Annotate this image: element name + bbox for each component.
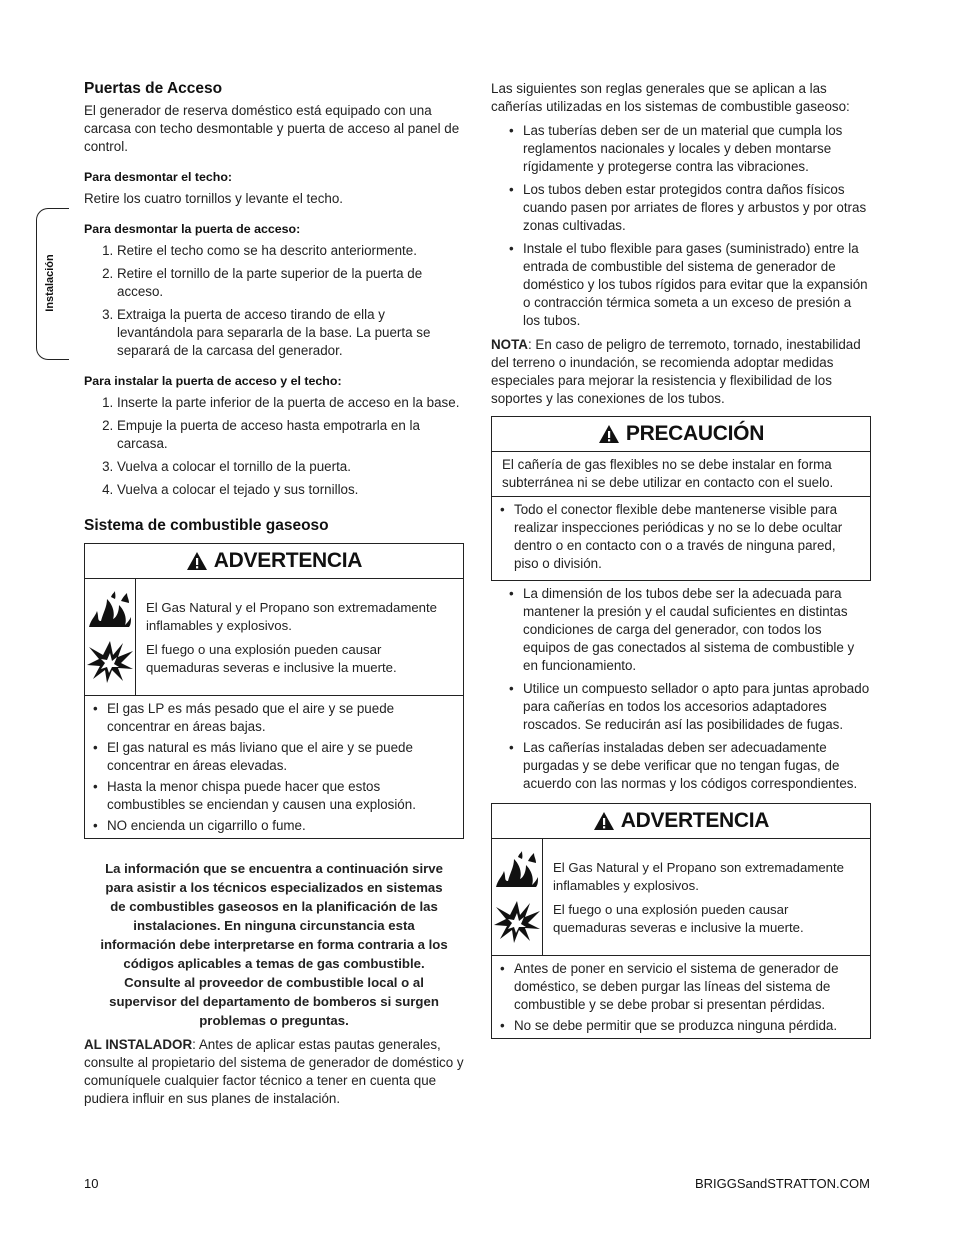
rules-list (491, 122, 871, 330)
explosion-icon (85, 639, 135, 683)
list-item: • La dimensión de los tubos debe ser la adecuada para mantener la presión y el caudal suficientes en distintas condiciones de carga del generador, con todos los equipos de gas conectados al sistema de combustible y en funcionamiento. (509, 585, 871, 675)
list-item: 2. Retire el tornillo de la parte superior de la puerta de acceso. (117, 265, 464, 301)
remove-roof-title: Para desmontar el techo: (84, 170, 233, 184)
warning-header (85, 544, 463, 579)
hazard-icons-2 (492, 839, 543, 955)
warning-list-2 (492, 956, 870, 1035)
install-door-title: Para instalar la puerta de acceso y el techo: (84, 374, 342, 388)
fuel-system-title: Sistema de combustible gaseoso (84, 517, 329, 534)
caution-list (492, 497, 870, 580)
list-item: • Todo el conector flexible debe mantenerse visible para realizar inspecciones periódicas y no se lo debe ocultar dentro o en contacto con o a través de ninguna pared, piso o división. (500, 501, 862, 573)
note-text: : En caso de peligro de terremoto, tornado, inestabilidad del terreno o inundación, se recomienda adoptar medidas especiales para mejorar la resistencia y flexibilidad de los soportes y las conexiones de los tubos. (491, 337, 861, 406)
hazard-statement-1: El Gas Natural y el Propano son extremadamente inflamables y explosivos. (553, 860, 845, 893)
warning-heading-2: ADVERTENCIA (620, 809, 770, 832)
list-item: 1. Retire el techo como se ha descrito anteriormente. (117, 242, 464, 260)
side-tab-label: Instalación (44, 254, 56, 312)
installer-text: : Antes de aplicar estas pautas generales, consulte al propietario del sistema de generador de doméstico y comuníquele cualquier factor técnico a tener en cuenta que pudiera influir en sus planes de instalación. (84, 1037, 464, 1106)
list-item: 1. Inserte la parte inferior de la puerta de acceso en la base. (117, 394, 464, 412)
list-item: 3. Vuelva a colocar el tornillo de la puerta. (117, 458, 464, 476)
list-item: • Antes de poner en servicio el sistema de generador de doméstico, se deben purgar las líneas del sistema de combustible y se debe probar si presentan pérdidas. (500, 960, 862, 1014)
list-item: • Hasta la menor chispa puede hacer que estos combustibles se enciendan y causen una explosión. (93, 778, 455, 814)
installer-label: AL INSTALADOR (84, 1037, 193, 1052)
technician-note: La información que se encuentra a continuación sirve para asistir a los técnicos especializados en sistemas de combustibles gaseosos en la planificación de las instalaciones. En ninguna circunstancia esta información debe interpretarse en forma contraria a los códigos aplicables a temas de gas combustible. Consulte al proveedor de combustible local o al supervisor del departamento de bomberos si surgen problemas o preguntas. (100, 861, 448, 1028)
warning-list (85, 696, 463, 835)
caution-text: El cañería de gas flexibles no se debe instalar en forma subterránea ni se debe utilizar en contacto con el suelo. (492, 452, 870, 497)
access-doors-title: Puertas de Acceso (84, 80, 223, 97)
warning-box-2 (491, 803, 871, 1039)
list-item: • Las tuberías deben ser de un material que cumpla los reglamentos nacionales y locales y deben montarse rígidamente y protegerse contra las vibraciones. (509, 122, 871, 176)
hazard-row-2 (492, 839, 870, 956)
warning-triangle-icon (593, 811, 615, 831)
caution-box (491, 416, 871, 581)
rules-list-2 (491, 585, 871, 793)
caution-triangle-icon (598, 424, 620, 444)
remove-door-steps (84, 242, 464, 360)
right-column (491, 80, 871, 1051)
list-item: • NO encienda un cigarrillo o fume. (93, 817, 455, 835)
rules-intro: Las siguientes son reglas generales que se aplican a las cañerías utilizadas en los sistemas de combustible gaseoso: (491, 81, 850, 114)
warning-box (84, 543, 464, 839)
hazard-row (85, 579, 463, 696)
install-door-steps (84, 394, 464, 499)
list-item: • El gas natural es más liviano que el aire y se puede concentrar en áreas elevadas. (93, 739, 455, 775)
list-item: • Las cañerías instaladas deben ser adecuadamente purgadas y se debe verificar que no tengan fugas, de acuerdo con las normas y los códigos correspondientes. (509, 739, 871, 793)
hazard-statement-2: El fuego o una explosión pueden causar quemaduras severas e inclusive la muerte. (146, 642, 397, 675)
hazard-text (136, 579, 463, 695)
warning-heading: ADVERTENCIA (213, 549, 363, 572)
list-item: • Los tubos deben estar protegidos contra daños físicos cuando pasen por arriates de flores y arbustos y por otras zonas cultivadas. (509, 181, 871, 235)
caution-heading: PRECAUCIÓN (625, 422, 765, 445)
fire-icon (85, 591, 135, 631)
installer-note (84, 1036, 464, 1108)
fire-icon (492, 851, 542, 891)
list-item: 4. Vuelva a colocar el tejado y sus tornillos. (117, 481, 464, 499)
page-number: 10 (84, 1176, 99, 1191)
hazard-icons (85, 579, 136, 695)
remove-roof-text: Retire los cuatro tornillos y levante el techo. (84, 191, 344, 206)
list-item: • Instale el tubo flexible para gases (suministrado) entre la entrada de combustible del sistema de generador de doméstico y los tubos rígidos para evitar que la expansión o contracción térmica someta a un exceso de presión a los tubos. (509, 240, 871, 330)
warning-triangle-icon (186, 551, 208, 571)
list-item: • El gas LP es más pesado que el aire y se puede concentrar en áreas bajas. (93, 700, 455, 736)
list-item: • Utilice un compuesto sellador o apto para juntas aprobado para cañerías en todos los accesorios adaptadores roscados. Se reducirán así las posibilidades de fugas. (509, 680, 871, 734)
access-doors-intro: El generador de reserva doméstico está equipado con una carcasa con techo desmontable y puerta de acceso al panel de control. (84, 103, 460, 154)
hazard-statement-2: El fuego o una explosión pueden causar quemaduras severas e inclusive la muerte. (553, 902, 804, 935)
hazard-statement-1: El Gas Natural y el Propano son extremadamente inflamables y explosivos. (146, 600, 438, 633)
remove-door-title: Para desmontar la puerta de acceso: (84, 222, 301, 236)
website-link[interactable]: BRIGGSandSTRATTON.COM (694, 1176, 870, 1191)
note-paragraph (491, 336, 871, 408)
left-column (84, 80, 464, 1116)
note-label: NOTA (491, 337, 528, 352)
explosion-icon (492, 899, 542, 943)
list-item: 2. Empuje la puerta de acceso hasta empotrarla en la carcasa. (117, 417, 464, 453)
list-item: 3. Extraiga la puerta de acceso tirando de ella y levantándola para separarla de la base. La puerta se separará de la carcasa del generador. (117, 306, 464, 360)
warning-header-2 (492, 804, 870, 839)
list-item: • No se debe permitir que se produzca ninguna pérdida. (500, 1017, 862, 1035)
hazard-text-2 (543, 839, 870, 955)
caution-header (492, 417, 870, 452)
